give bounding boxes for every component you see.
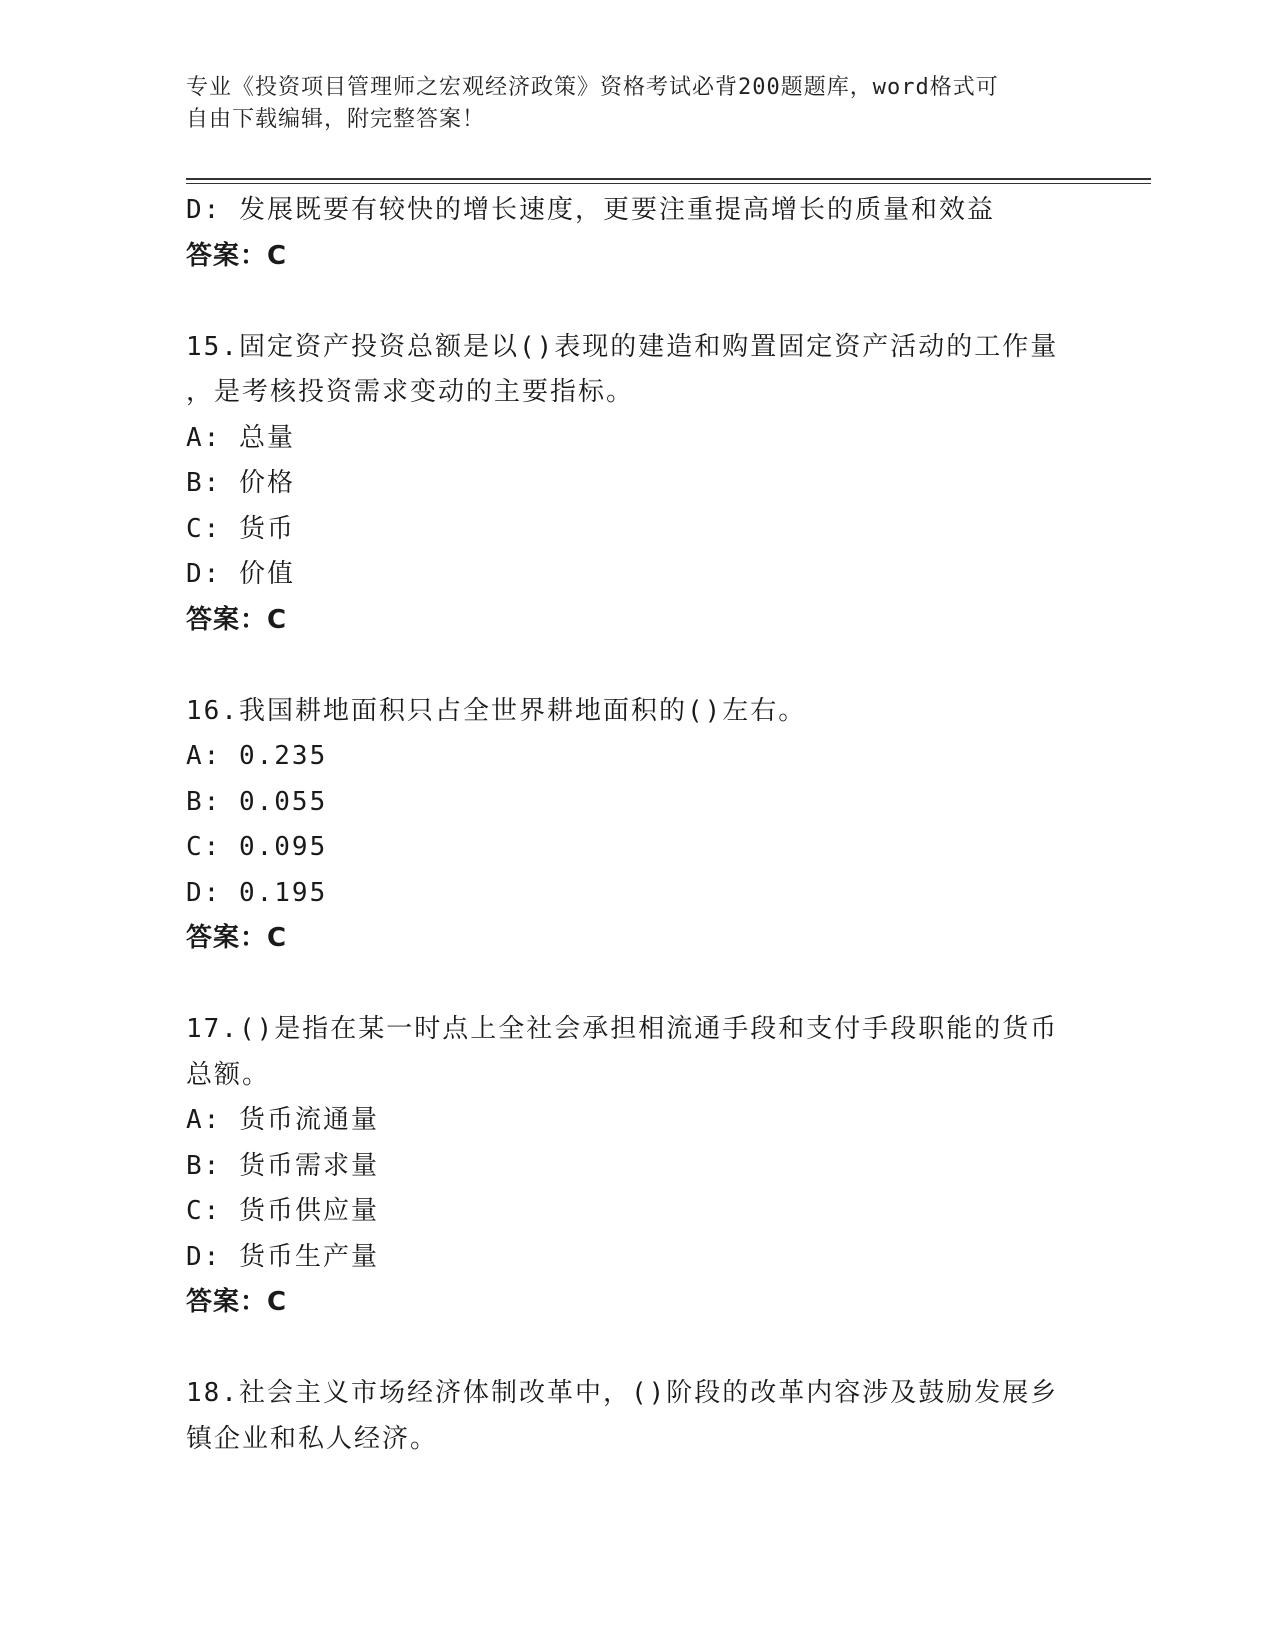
- option-a: A: 0.235: [186, 741, 328, 771]
- question-16: [186, 689, 1086, 962]
- answer-line: 答案：C: [186, 604, 288, 635]
- answer-line: 答案：C: [186, 1287, 288, 1317]
- document-header: [186, 72, 1066, 136]
- question-text-line-2: 镇企业和私人经济。: [186, 1423, 439, 1454]
- option-c: C: 货币: [186, 513, 295, 544]
- spacer: [186, 279, 1086, 325]
- question-text-line-2: ，是考核投资需求变动的主要指标。: [186, 377, 635, 407]
- option-b: B: 货币需求量: [186, 1150, 379, 1181]
- spacer: [186, 643, 1086, 689]
- header-divider-thick: [186, 178, 1151, 180]
- answer-line: 答案：C: [186, 923, 288, 953]
- spacer: [186, 1326, 1086, 1372]
- option-d: D: 货币生产量: [186, 1241, 379, 1272]
- header-title-line-2: 自由下载编辑，附完整答案！: [186, 107, 486, 132]
- question-15: [186, 325, 1086, 644]
- question-17: [186, 1007, 1086, 1326]
- question-18: [186, 1371, 1086, 1462]
- option-a: A: 货币流通量: [186, 1105, 379, 1135]
- header-divider-thin: [186, 183, 1151, 184]
- option-d: D: 发展既要有较快的增长速度，更要注重提高增长的质量和效益: [186, 195, 995, 225]
- question-text-line-1: 15.固定资产投资总额是以()表现的建造和购置固定资产活动的工作量: [186, 331, 1059, 362]
- header-title-line-1: 专业《投资项目管理师之宏观经济政策》资格考试必背200题题库，word格式可: [186, 75, 999, 100]
- question-text-line-1: 17.()是指在某一时点上全社会承担相流通手段和支付手段职能的货币: [186, 1014, 1059, 1044]
- previous-question-tail: [186, 188, 1086, 279]
- option-c: C: 0.095: [186, 832, 328, 862]
- option-c: C: 货币供应量: [186, 1196, 379, 1226]
- option-b: B: 0.055: [186, 786, 328, 817]
- option-d: D: 0.195: [186, 877, 328, 908]
- question-list: [186, 188, 1086, 1462]
- question-text-line-2: 总额。: [186, 1059, 271, 1090]
- question-text-line-1: 16.我国耕地面积只占全世界耕地面积的()左右。: [186, 695, 807, 726]
- option-b: B: 价格: [186, 468, 295, 498]
- option-a: A: 总量: [186, 422, 295, 453]
- question-text-line-1: 18.社会主义市场经济体制改革中，()阶段的改革内容涉及鼓励发展乡: [186, 1378, 1059, 1408]
- answer-line: 答案：C: [186, 240, 288, 271]
- option-d: D: 价值: [186, 559, 295, 589]
- spacer: [186, 962, 1086, 1008]
